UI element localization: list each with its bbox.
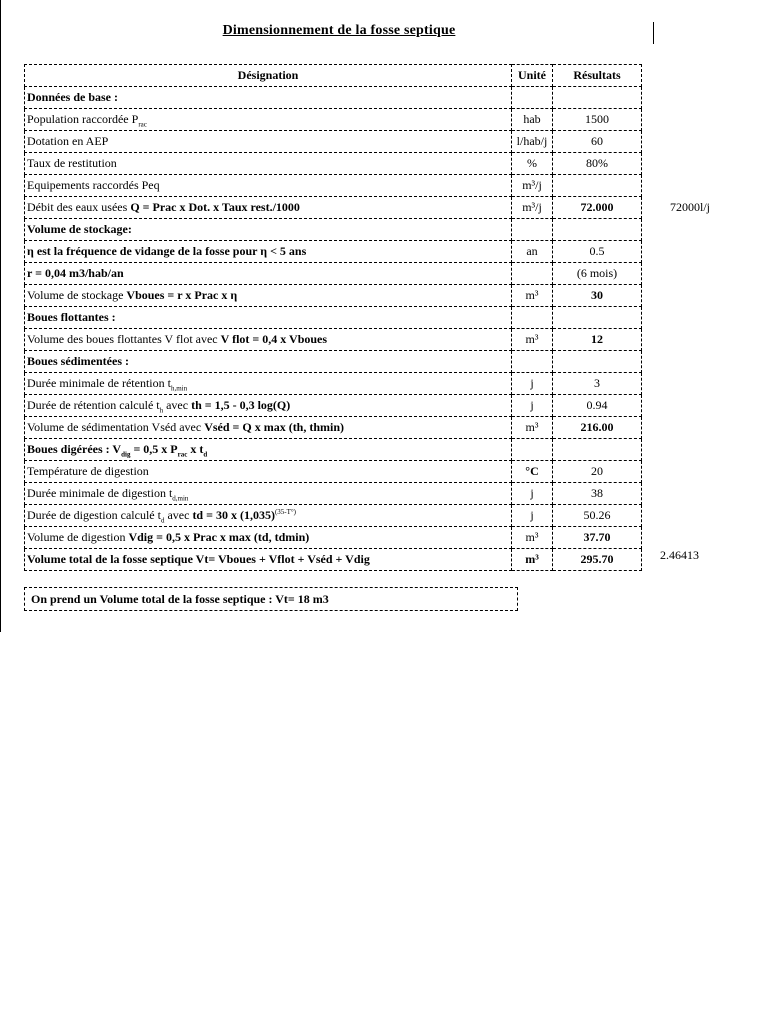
table-row	[25, 329, 642, 351]
sizing-sheet	[24, 64, 642, 571]
result-cell: 0.94	[553, 395, 642, 417]
debit-side-note: 72000l/j	[670, 200, 711, 214]
page-title: Dimensionnement de la fosse septique	[222, 23, 456, 38]
designation-cell	[25, 109, 512, 131]
label-subscript: h,min	[170, 384, 188, 393]
result-cell: 72.000	[553, 197, 642, 219]
total-side-note: 2.46413	[660, 548, 699, 562]
unit-cell: °C	[512, 461, 553, 483]
unit-cell	[512, 219, 553, 241]
label-text: Population raccordée P	[27, 112, 139, 126]
label-subscript: d,min	[172, 494, 189, 503]
result-cell: 60	[553, 131, 642, 153]
label-connector: avec	[164, 508, 193, 522]
unit-cell: %	[512, 153, 553, 175]
result-cell	[553, 439, 642, 461]
table-row	[25, 263, 642, 285]
table-row	[25, 483, 642, 505]
section-boues-digerees	[25, 439, 512, 461]
total-volume-label: Volume total de la fosse septique Vt= Vboues + Vflot + Vséd + Vdig	[25, 549, 512, 571]
label-subscript: d	[203, 450, 208, 459]
label-text: Durée minimale de rétention t	[27, 376, 171, 390]
unit-cell: l/hab/j	[512, 131, 553, 153]
label-text: Volume de stockage	[27, 288, 124, 302]
designation-cell: r = 0,04 m3/hab/an	[25, 263, 512, 285]
result-cell: 20	[553, 461, 642, 483]
table-row	[25, 87, 642, 109]
result-cell: 50.26	[553, 505, 642, 527]
table-row	[25, 439, 642, 461]
unit-cell: j	[512, 505, 553, 527]
conclusion-box: On prend un Volume total de la fosse septique : Vt= 18 m3	[24, 587, 518, 611]
label-subscript: rac	[138, 120, 147, 129]
designation-cell	[25, 395, 512, 417]
designation-cell	[25, 197, 512, 219]
result-cell	[553, 219, 642, 241]
unit-cell: m³	[512, 329, 553, 351]
label-text: Boues digérées : V	[27, 442, 122, 456]
unit-cell: m³	[512, 285, 553, 307]
result-cell: 0.5	[553, 241, 642, 263]
result-cell: 216.00	[553, 417, 642, 439]
unit-cell: m³	[512, 527, 553, 549]
designation-cell: Equipements raccordés Peq	[25, 175, 512, 197]
label-text: Volume de digestion	[27, 530, 129, 544]
table-row	[25, 505, 642, 527]
table-row	[25, 417, 642, 439]
label-text: Débit des eaux usées	[27, 200, 128, 214]
designation-cell	[25, 483, 512, 505]
header-unite: Unité	[512, 65, 553, 87]
label-text: Durée de rétention calculé t	[27, 398, 160, 412]
designation-cell: η est la fréquence de vidange de la fosse pour η < 5 ans	[25, 241, 512, 263]
table-row	[25, 175, 642, 197]
formula-text: Vdig = 0,5 x Prac x max (td, tdmin)	[128, 530, 310, 544]
label-subscript: dig	[121, 450, 131, 459]
table-row	[25, 285, 642, 307]
table-row	[25, 241, 642, 263]
table-row	[25, 131, 642, 153]
header-row	[25, 65, 642, 87]
unit-cell	[512, 87, 553, 109]
header-resultats: Résultats	[553, 65, 642, 87]
designation-cell	[25, 329, 512, 351]
sizing-table	[24, 64, 642, 571]
designation-cell	[25, 373, 512, 395]
result-cell: 3	[553, 373, 642, 395]
formula-text: td = 30 x (1,035)	[192, 508, 275, 522]
unit-cell: m³/j	[512, 175, 553, 197]
result-cell	[553, 87, 642, 109]
table-row	[25, 219, 642, 241]
designation-cell: Taux de restitution	[25, 153, 512, 175]
result-cell: (6 mois)	[553, 263, 642, 285]
designation-cell	[25, 505, 512, 527]
formula-text: V flot = 0,4 x Vboues	[220, 332, 328, 346]
result-cell: 12	[553, 329, 642, 351]
section-boues-sedimentees: Boues sédimentées :	[25, 351, 512, 373]
unit-cell: j	[512, 373, 553, 395]
section-boues-flottantes: Boues flottantes :	[25, 307, 512, 329]
unit-cell	[512, 351, 553, 373]
result-cell: 37.70	[553, 527, 642, 549]
table-row	[25, 351, 642, 373]
formula-exponent: (35-T°)	[274, 508, 297, 516]
result-cell	[553, 351, 642, 373]
designation-cell: Dotation en AEP	[25, 131, 512, 153]
result-cell: 38	[553, 483, 642, 505]
result-cell: 80%	[553, 153, 642, 175]
section-volume-de-stockage: Volume de stockage:	[25, 219, 512, 241]
table-row	[25, 527, 642, 549]
label-text-tail: x t	[187, 442, 204, 456]
label-text: Volume des boues flottantes V flot avec	[27, 332, 218, 346]
unit-cell	[512, 307, 553, 329]
unit-cell: j	[512, 395, 553, 417]
designation-cell	[25, 285, 512, 307]
designation-cell: Température de digestion	[25, 461, 512, 483]
unit-cell: m³/j	[512, 197, 553, 219]
table-row	[25, 307, 642, 329]
label-connector: avec	[163, 398, 192, 412]
unit-cell	[512, 439, 553, 461]
designation-cell	[25, 417, 512, 439]
unit-cell: j	[512, 483, 553, 505]
table-row	[25, 549, 642, 571]
result-cell	[553, 175, 642, 197]
formula-text: Vboues = r x Prac x η	[126, 288, 238, 302]
formula-text: th = 1,5 - 0,3 log(Q)	[191, 398, 291, 412]
result-cell	[553, 307, 642, 329]
formula-text: Vséd = Q x max (th, thmin)	[204, 420, 345, 434]
table-row	[25, 153, 642, 175]
left-page-rule	[0, 0, 1, 632]
unit-cell: m³	[512, 549, 553, 571]
designation-cell	[25, 527, 512, 549]
unit-cell: an	[512, 241, 553, 263]
label-text: Durée minimale de digestion t	[27, 486, 173, 500]
table-row	[25, 109, 642, 131]
label-text-tail: = 0,5 x P	[130, 442, 178, 456]
label-text: Volume de sédimentation Vséd avec	[27, 420, 202, 434]
table-row	[25, 373, 642, 395]
table-row	[25, 395, 642, 417]
label-subscript: h	[159, 406, 164, 415]
result-cell: 30	[553, 285, 642, 307]
label-text: Durée de digestion calculé t	[27, 508, 161, 522]
table-row	[25, 197, 642, 219]
result-cell: 1500	[553, 109, 642, 131]
header-designation: Désignation	[25, 65, 512, 87]
label-subscript: d	[160, 516, 165, 525]
total-volume-value: 295.70	[553, 549, 642, 571]
formula-text: Q = Prac x Dot. x Taux rest./1000	[130, 200, 300, 214]
unit-cell	[512, 263, 553, 285]
label-subscript: rac	[177, 450, 188, 459]
unit-cell: hab	[512, 109, 553, 131]
table-row	[25, 461, 642, 483]
section-donnees-de-base: Données de base :	[25, 87, 512, 109]
unit-cell: m³	[512, 417, 553, 439]
